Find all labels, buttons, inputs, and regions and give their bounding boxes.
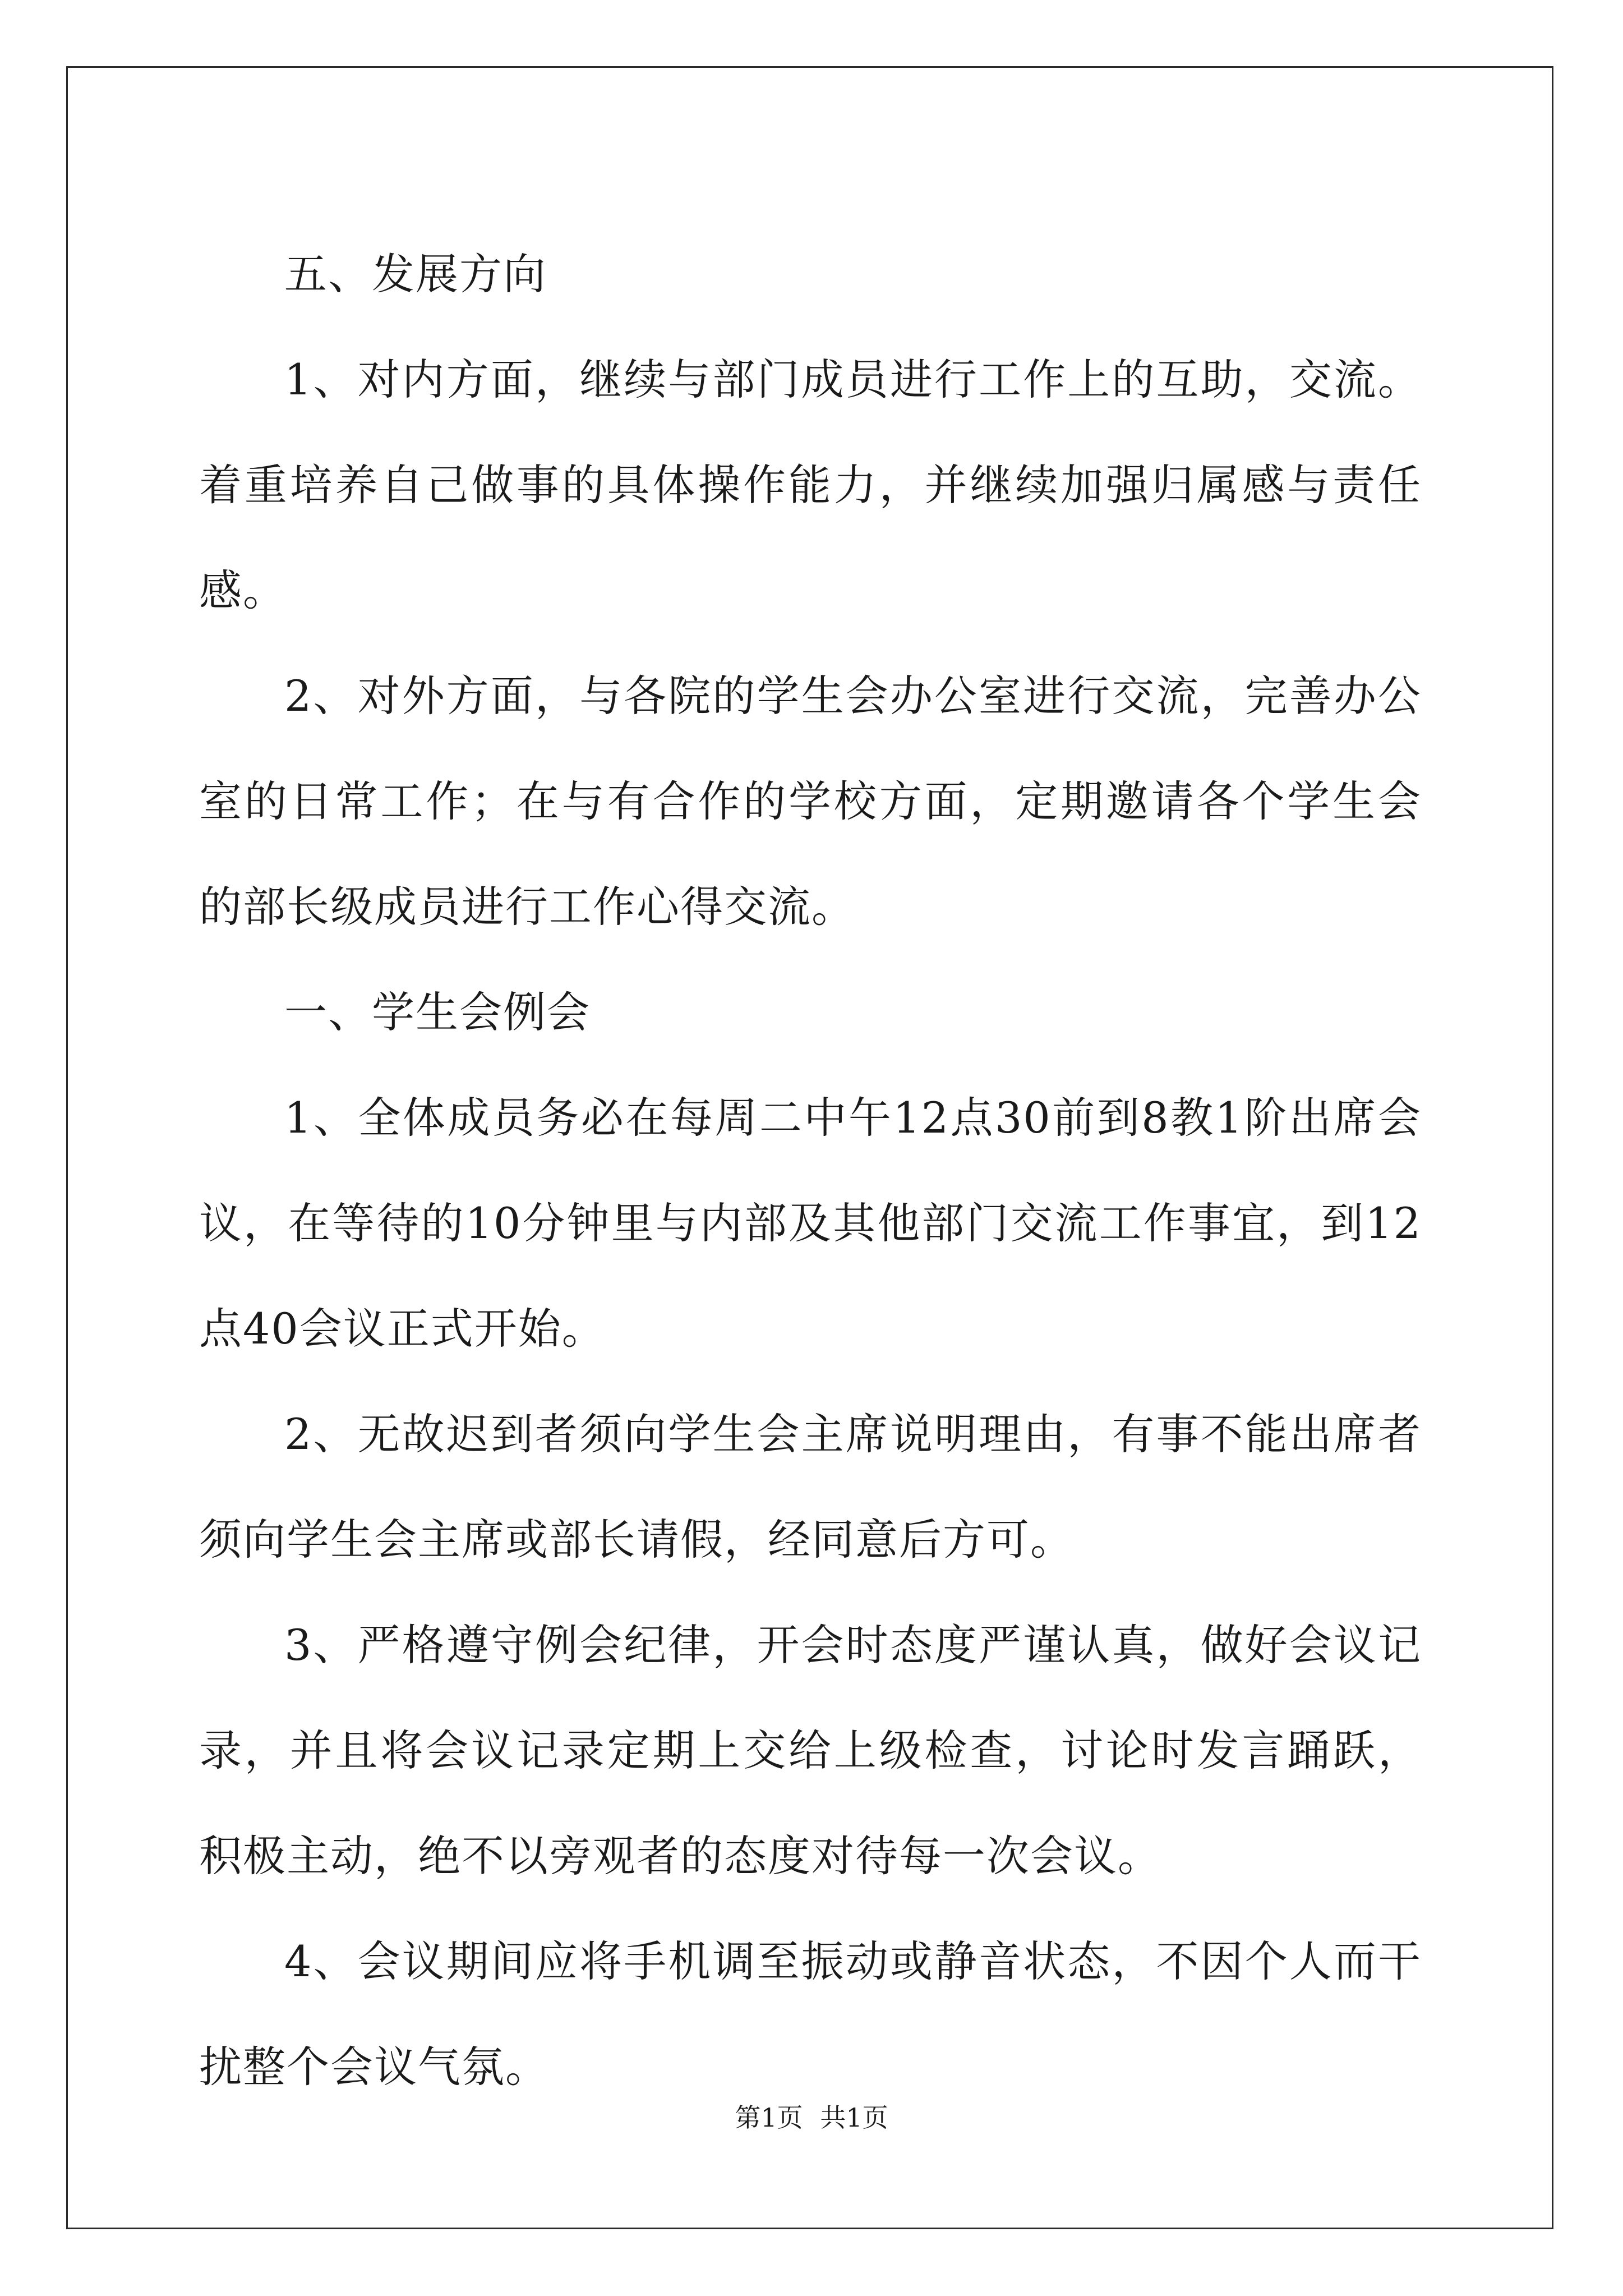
paragraph: 1、全体成员务必在每周二中午12点30前到8教1阶出席会议，在等待的10分钟里与内部及其他部门交流工作事宜，到12点40会议正式开始。 <box>199 1093 1422 1354</box>
paragraph: 2、对外方面，与各院的学生会办公室进行交流，完善办公室的日常工作；在与有合作的学校方面，定期邀请各个学生会的部长级成员进行工作心得交流。 <box>199 671 1422 932</box>
page-number: 第1页 <box>735 2102 803 2133</box>
section-heading-meeting: 一、学生会例会 <box>284 987 591 1037</box>
paragraph: 1、对内方面，继续与部门成员进行工作上的互助，交流。着重培养自己做事的具体操作能力，并继续加强归属感与责任感。 <box>199 355 1422 615</box>
document-body <box>199 222 1422 2120</box>
paragraph: 2、无故迟到者须向学生会主席说明理由，有事不能出席者须向学生会主席或部长请假，经同意后方可。 <box>199 1409 1422 1565</box>
paragraph: 3、严格遵守例会纪律，开会时态度严谨认真，做好会议记录，并且将会议记录定期上交给上级检查，讨论时发言踊跃，积极主动，绝不以旁观者的态度对待每一次会议。 <box>199 1620 1422 1881</box>
section-heading-development: 五、发展方向 <box>284 249 547 299</box>
page-footer <box>0 2101 1623 2134</box>
page-total: 共1页 <box>820 2102 888 2133</box>
paragraph: 4、会议期间应将手机调至振动或静音状态，不因个人而干扰整个会议气氛。 <box>199 1936 1422 2092</box>
